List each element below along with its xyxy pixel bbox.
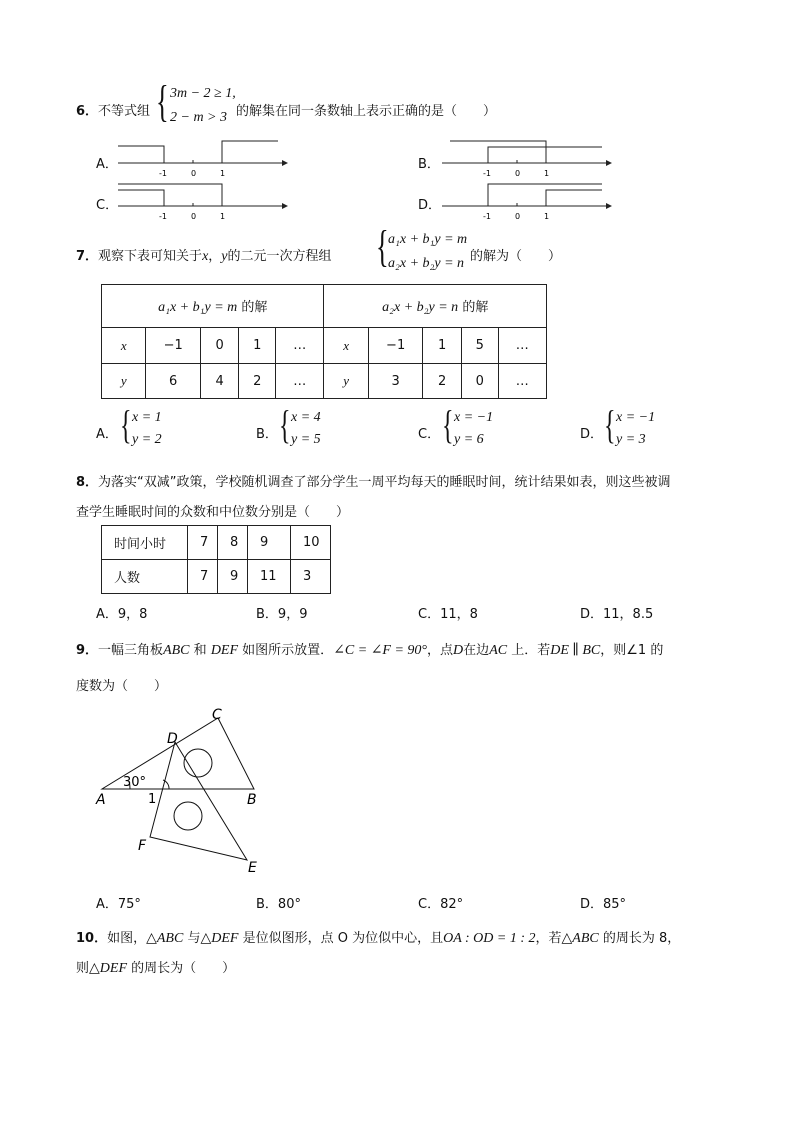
q7-stem [76,245,332,265]
q7-table-header-2 [324,285,547,328]
q6-option-b-numberline [442,138,612,182]
q9-d: D [453,643,464,658]
q6-ineq2: 2 − m > 3 [170,110,228,125]
q7-option-a-label: A． [96,427,118,442]
q10-abc-2: △ABC [561,931,599,946]
q6-option-c-numberline [118,181,288,225]
table-cell: 7 [188,526,218,560]
label-c: C [212,707,222,723]
table-cell: 3 [368,364,422,399]
q10-text-5: 的周长为 8， [602,931,681,946]
q7-sep: ， [208,249,222,264]
q8-option-d[interactable]: D．11，8.5 [580,607,654,622]
table-cell: 11 [248,560,291,594]
q7-table-header-1 [102,285,324,328]
q8-line2: 查学生睡眠时间的众数和中位数分别是（ ） [76,505,350,520]
q6-stem [76,100,150,119]
q10-number: 10． [76,931,108,946]
q10-text-3: 是位似图形，点 O 为位似中心，且 [242,931,444,946]
q8-line1 [76,471,671,490]
tick-label: -1 [159,212,167,221]
table-cell: y [102,364,146,399]
q9-text-4: ，点 [427,643,454,658]
q9-option-b[interactable]: B．80° [256,897,301,912]
q8-option-c[interactable]: C．11，8 [418,607,478,622]
q10-line1 [76,927,680,947]
q7-option-a-l2: y = 2 [132,432,162,447]
q7-option-a[interactable] [96,423,118,442]
q7-option-d-label: D． [580,427,604,442]
q7-mid: 的二元一次方程组 [227,249,332,264]
triangle-def [150,742,247,860]
table-cell: 10 [291,526,331,560]
q8-option-a[interactable]: A．9，8 [96,607,148,622]
table-cell: 2 [239,364,276,399]
q9-text-7: ，则∠1 的 [600,643,664,658]
q7-eq1: a₁x + b₁y = m [388,232,468,247]
q9-number: 9． [76,643,99,658]
label-f: F [138,838,147,854]
q7-option-c-l1: x = −1 [454,410,494,425]
q9-abc: ABC [163,643,190,658]
table-cell: … [498,328,547,364]
q7-header-eq-2: a₂x + b₂y = n [382,300,459,315]
q9-text-3: 如图所示放置． [242,643,334,658]
q6-number: 6． [76,104,99,119]
q9-text-5: 在边 [463,643,490,658]
q7-eq2: a₂x + b₂y = n [388,256,465,271]
q6-brace: { [156,77,169,126]
q7-prefix: 观察下表可知关于 [98,249,203,264]
q6-prefix: 不等式组 [98,104,151,119]
table-cell: 1 [239,328,276,364]
q7-option-b-brace: { [279,402,291,447]
q9-text-1: 一幅三角板 [98,643,164,658]
table-cell: 4 [200,364,239,399]
table-cell: 0 [461,364,498,399]
q7-var-y: y [221,249,228,264]
q10-abc: △ABC [146,931,184,946]
q7-option-c-l2: y = 6 [454,432,484,447]
q8-option-b[interactable]: B．9，9 [256,607,308,622]
q7-option-d-l2: y = 3 [616,432,646,447]
q9-ac: AC [489,643,508,658]
q9-text-6: 上．若 [511,643,551,658]
q7-option-b-l1: x = 4 [291,410,321,425]
q9-text-2: 和 [193,643,207,658]
q6-option-a-label[interactable]: A． [96,157,118,172]
table-cell: 7 [188,560,218,594]
table-cell: … [498,364,547,399]
q6-option-a-numberline [118,138,288,182]
q7-table [101,284,547,399]
label-b: B [247,792,257,808]
q9-angles: ∠C = ∠F = 90° [333,643,428,658]
tick-label: 0 [515,169,521,178]
q9-option-a[interactable]: A．75° [96,897,141,912]
table-cell: 5 [461,328,498,364]
label-angle-30: 30° [123,775,147,790]
q10-def-2: △DEF [89,961,127,976]
q7-option-c[interactable] [418,423,440,442]
tick-label: 0 [515,212,521,221]
q7-suffix: 的解为（ ） [470,249,562,264]
q9-option-d[interactable]: D．85° [580,897,627,912]
table-cell: 9 [248,526,291,560]
table-cell: 0 [200,328,239,364]
table-cell: 9 [218,560,248,594]
tick-label: 0 [191,212,197,221]
table-cell: 1 [423,328,462,364]
table-cell: 3 [291,560,331,594]
q7-option-d-brace: { [604,402,616,447]
table-cell: 6 [146,364,200,399]
tick-label: 1 [220,212,226,221]
q9-line2: 度数为（ ） [76,679,168,694]
table-cell: 人数 [102,560,188,594]
q7-option-c-brace: { [442,402,454,447]
q10-ratio: OA : OD = 1 : 2 [443,931,536,946]
tick-label: -1 [483,169,491,178]
q9-parallel: DE ∥ BC [550,643,601,658]
label-a: A [96,792,106,808]
q10-line2-a: 则 [76,961,90,976]
q8-line1-text: 为落实“双减”政策，学校随机调查了部分学生一周平均每天的睡眠时间，统计结果如表，则这些被调 [98,475,671,490]
q9-line1 [76,639,663,659]
table-cell: … [276,364,324,399]
table-cell: 8 [218,526,248,560]
q7-var-x: x [202,249,209,264]
q10-text-2: 与 [187,931,201,946]
table-cell: 时间小时 [102,526,188,560]
q8-number: 8． [76,475,99,490]
q10-line2 [76,957,235,977]
table-cell: −1 [146,328,200,364]
q6-suffix: 的解集在同一条数轴上表示正确的是（ ） [236,104,497,119]
q7-header-suffix-2: 的解 [462,300,489,315]
q10-text-1: 如图， [107,931,147,946]
tick-label: 1 [220,169,226,178]
q7-option-b-label: B． [256,427,278,442]
q9-option-c[interactable]: C．82° [418,897,464,912]
q7-brace: { [376,222,389,271]
q7-header-suffix-1: 的解 [241,300,268,315]
q6-option-b-label[interactable]: B． [418,157,440,172]
tick-label: -1 [483,212,491,221]
q7-option-b-l2: y = 5 [291,432,321,447]
q10-def: △DEF [200,931,239,946]
q6-option-d-label[interactable]: D． [418,198,442,213]
q6-option-d-numberline [442,181,612,225]
q7-option-c-label: C． [418,427,441,442]
tick-label: 1 [544,169,550,178]
label-d: D [167,731,178,747]
q7-option-d[interactable] [580,423,603,442]
q10-text-4: ，若 [535,931,562,946]
q7-number: 7． [76,249,99,264]
tick-label: 1 [544,212,550,221]
q6-ineq1: 3m − 2 ≥ 1, [170,86,236,101]
q10-line2-b: 的周长为（ ） [131,961,236,976]
circle-hole-def [174,802,202,830]
q7-option-a-l1: x = 1 [132,410,162,425]
table-cell: y [324,364,368,399]
table-cell: … [276,328,324,364]
table-cell: x [102,328,146,364]
table-cell: −1 [368,328,422,364]
table-cell: 2 [423,364,462,399]
q8-table [101,525,331,594]
q7-option-d-l1: x = −1 [616,410,656,425]
q6-option-c-label[interactable]: C． [96,198,119,213]
q7-option-b[interactable] [256,423,278,442]
table-cell: x [324,328,368,364]
label-e: E [248,860,257,876]
q9-figure [90,700,280,880]
tick-label: -1 [159,169,167,178]
q7-option-a-brace: { [120,402,132,447]
tick-label: 0 [191,169,197,178]
label-angle-1: 1 [148,792,157,807]
q9-def: DEF [210,643,239,658]
q7-header-eq-1: a₁x + b₁y = m [158,300,238,315]
